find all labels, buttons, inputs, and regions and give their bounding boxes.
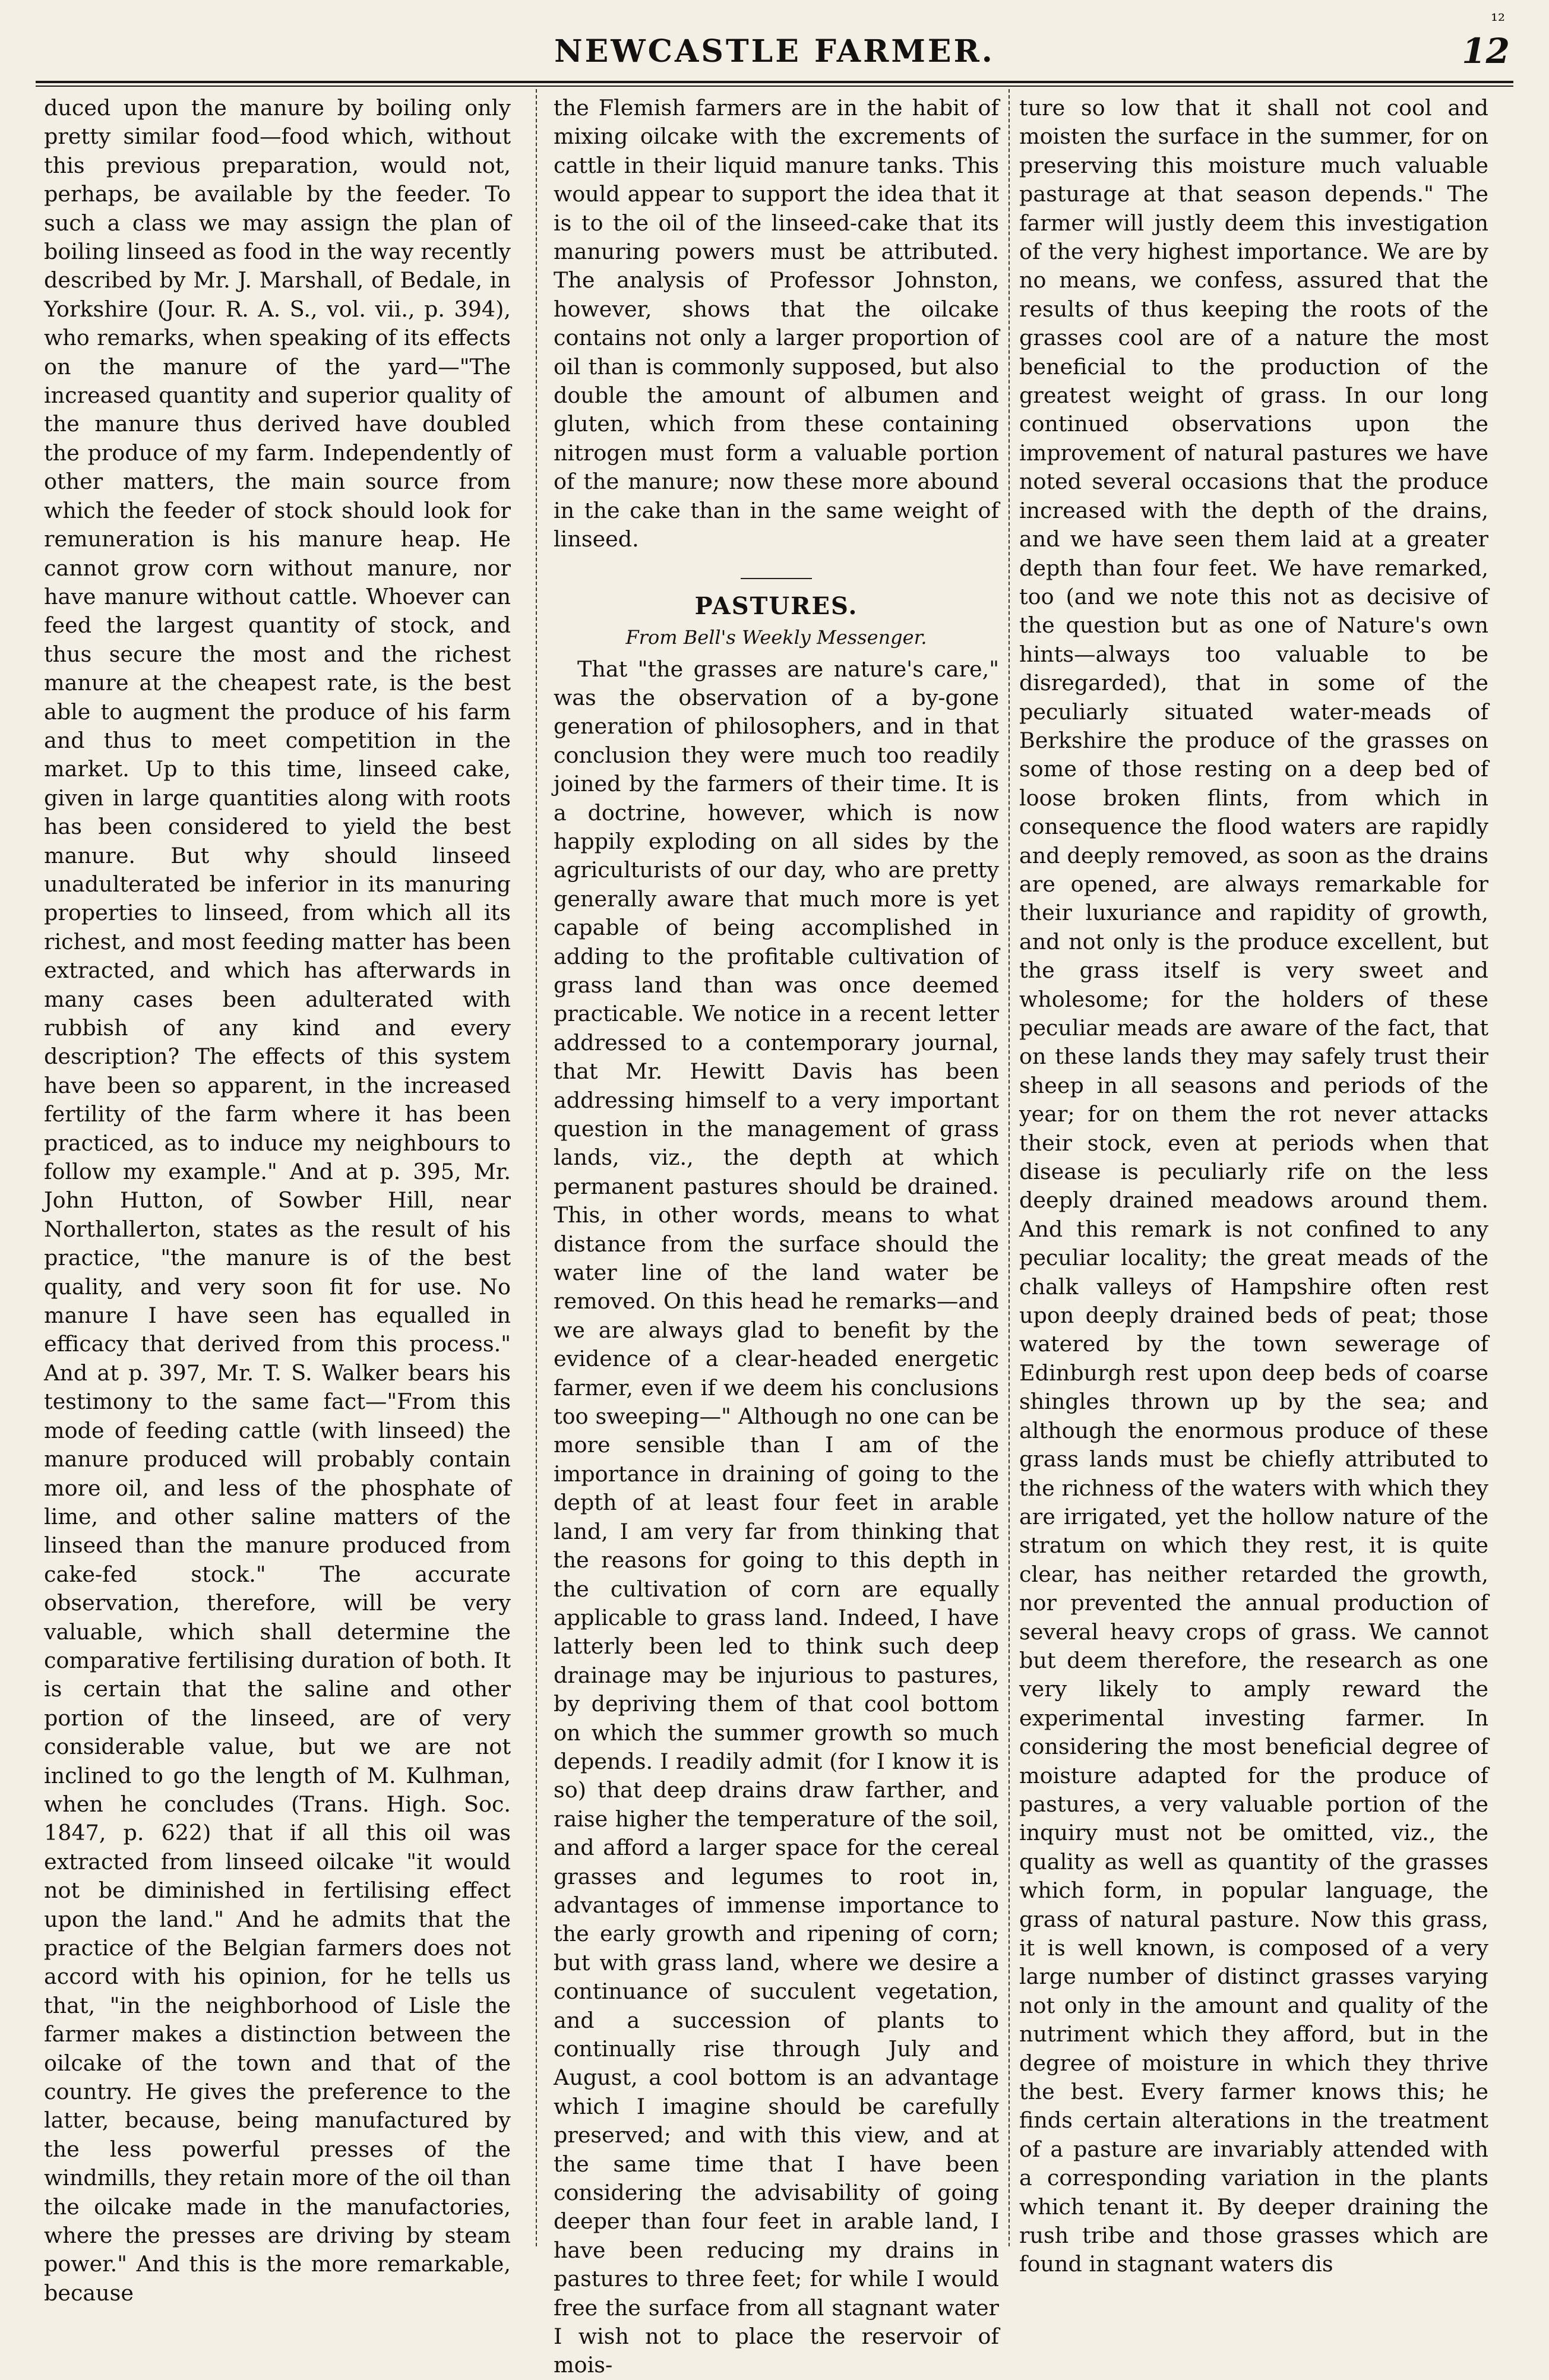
section-body: That "the grasses are nature's care," was the observation of a by-gone generation of philosophers, and in that conclusion they were much too readily joined by the farmers of their time. It is a doctrine, however, which is now happily exploding on all sides by the agriculturists of our day, who are pretty generally aware that much more is yet capable of being accomplished in adding to the profitable cultivation of grass land than was once deemed practicable. We notice in a recent letter addressed to a contemporary journal, that Mr. Hewitt Davis has been addressing himself to a very important question in the management of grass lands, viz., the depth at which permanent pastures should be drained. This, in other words, means to what distance from the surface should the water line of the land water be removed. On this head he remarks—and we are always glad to benefit by the evidence of a clear-headed energetic farmer, even if we deem his conclusions too sweeping—" Although no one can be more sensible than I am of the importance in draining of going to the depth of at least four feet in arable land, I am very far from thinking that the reasons for going to this depth in the cultivation of corn are equally applicable to grass land. Indeed, I have latterly been led to think such deep drainage may be injurious to pastures, by depriving them of that cool bottom on which the summer growth so much depends. I readily admit (for I know it is so) that deep drains draw farther, and raise higher the temperature of the soil, and afford a larger space for the cereal grasses and legumes to root in, advantages of immense importance to the early growth and ripening of corn; but with grass land, where we desire a continuance of succulent vegetation, and a succession of plants to continually rise through July and August, a cool bottom is an advantage which I imagine should be carefully preserved; and with this view, and at the same time that I have been considering the advisability of going deeper than four feet in arable land, I have been reducing my drains in pastures to three feet; for while I would free the surface from all stagnant water I wish not to place the reservoir of mois-: [554, 656, 999, 2378]
section-source: From Bell's Weekly Messenger.: [625, 625, 927, 649]
column-divider-2: [1009, 89, 1010, 2246]
column-2-text: the Flemish farmers are in the habit of mixing oilcake with the excrements of cattle in their liquid manure tanks. This would appear to support the idea that it is to the oil of the linseed-cake that its manuring powers must be attributed. The analysis of Professor Johnston, however, shows that the oilcake contains not only a larger proportion of oil than is commonly supposed, but also double the amount of albumen and gluten, which from these containing nitrogen must form a valuable portion of the manure; now these more abound in the cake than in the same weight of linseed.: [554, 95, 999, 552]
section-title: PASTURES.: [694, 592, 858, 620]
page-number: 12: [1462, 31, 1510, 71]
column-3-text: ture so low that it shall not cool and moisten the surface in the summer, for on preserving this moisture much valuable pasturage at that season depends." The farmer will justly deem this investigation of the very highest importance. We are by no means, we confess, assured that the results of thus keeping the roots of the grasses cool are of a nature the most beneficial to the production of the greatest weight of grass. In our long continued observations upon the improvement of natural pastures we have noted several occasions that the produce increased with the depth of the drains, and we have seen them laid at a greater depth than four feet. We have remarked, too (and we note this not as decisive of the question but as one of Nature's own hints—always too valuable to be disregarded), that in some of the peculiarly situated water-meads of Berkshire the produce of the grasses on some of those resting on a deep bed of loose broken flints, from which in consequence the flood waters are rapidly and deeply removed, as soon as the drains are opened, are always remarkable for their luxuriance and rapidity of growth, and not only is the produce excellent, but the grass itself is very sweet and wholesome; for the holders of these peculiar meads are aware of the fact, that on these lands they may safely trust their sheep in all seasons and periods of the year; for on them the rot never attacks their stock, even at periods when that disease is peculiarly rife on the less deeply drained meadows around them. And this remark is not confined to any peculiar locality; the great meads of the chalk valleys of Hampshire often rest upon deeply drained beds of peat; those watered by the town sewerage of Edinburgh rest upon deep beds of coarse shingles thrown up by the sea; and although the enormous produce of these grass lands must be chiefly attributed to the richness of the waters with which they are irrigated, yet the hollow nature of the stratum on which they rest, it is quite clear, has neither retarded the growth, nor prevented the annual production of several heavy crops of grass. We cannot but deem therefore, the research as one very likely to amply reward the experimental investing farmer. In considering the most beneficial degree of moisture adapted for the produce of pastures, a very valuable portion of the inquiry must not be omitted, viz., the quality as well as quantity of the grasses which form, in popular language, the grass of natural pasture. Now this grass, it is well known, is composed of a very large number of distinct grasses varying not only in the amount and quality of the nutriment which they afford, but in the degree of moisture in which they thrive the best. Every farmer knows this; he finds certain alterations in the treatment of a pasture are invariably attended with a corresponding variation in the plants which tenant it. By deeper draining the rush tribe and those grasses which are found in stagnant waters dis: [1019, 95, 1488, 2277]
column-1-text: duced upon the manure by boiling only pretty similar food—food which, without this previous preparation, would not, perhaps, be available by the feeder. To such a class we may assign the plan of boiling linseed as food in the way recently described by Mr. J. Marshall, of Bedale, in Yorkshire (Jour. R. A. S., vol. vii., p. 394), who remarks, when speaking of its effects on the manure of the yard—"The increased quantity and superior quality of the manure thus derived have doubled the produce of my farm. Independently of other matters, the main source from which the feeder of stock should look for remuneration is his manure heap. He cannot grow corn without manure, nor have manure without cattle. Whoever can feed the largest quantity of stock, and thus secure the most and the richest manure at the cheapest rate, is the best able to augment the produce of his farm and thus to meet competition in the market. Up to this time, linseed cake, given in large quantities along with roots has been considered to yield the best manure. But why should linseed unadulterated be inferior in its manuring properties to linseed, from which all its richest, and most feeding matter has been extracted, and which has afterwards in many cases been adulterated with rubbish of any kind and every description? The effects of this system have been so apparent, in the increased fertility of the farm where it has been practiced, as to induce my neighbours to follow my example." And at p. 395, Mr. John Hutton, of Sowber Hill, near Northallerton, states as the result of his practice, "the manure is of the best quality, and very soon fit for use. No manure I have seen has equalled in efficacy that derived from this process." And at p. 397, Mr. T. S. Walker bears his testimony to the same fact—"From this mode of feeding cattle (with linseed) the manure produced will probably contain more oil, and less of the phosphate of lime, and other saline matters of the linseed than the manure produced from cake-fed stock." The accurate observation, therefore, will be very valuable, which shall determine the comparative fertilising duration of both. It is certain that the saline and other portion of the linseed, are of very considerable value, but we are not inclined to go the length of M. Kulhman, when he concludes (Trans. High. Soc. 1847, p. 622) that if all this oil was extracted from linseed oilcake "it would not be diminished in fertilising effect upon the land." And he admits that the practice of the Belgian farmers does not accord with his opinion, for he tells us that, "in the neighborhood of Lisle the farmer makes a distinction between the oilcake of the town and that of the country. He gives the preference to the latter, because, being manufactured by the less powerful presses of the windmills, they retain more of the oil than the oilcake made in the manufactories, where the presses are driving by steam power." And this is the more remarkable, because: [44, 95, 511, 2306]
corner-mark: ¹²: [1490, 11, 1505, 31]
newspaper-title: NEWCASTLE FARMER.: [554, 33, 995, 69]
header-rule-thin: [36, 86, 1513, 87]
column-1: [44, 94, 511, 2306]
column-3: [1019, 94, 1488, 2277]
section-divider: [741, 578, 812, 579]
masthead: [36, 11, 1513, 82]
column-2: [554, 94, 999, 2378]
column-divider-1: [536, 89, 537, 2246]
header-rule: [36, 81, 1513, 83]
